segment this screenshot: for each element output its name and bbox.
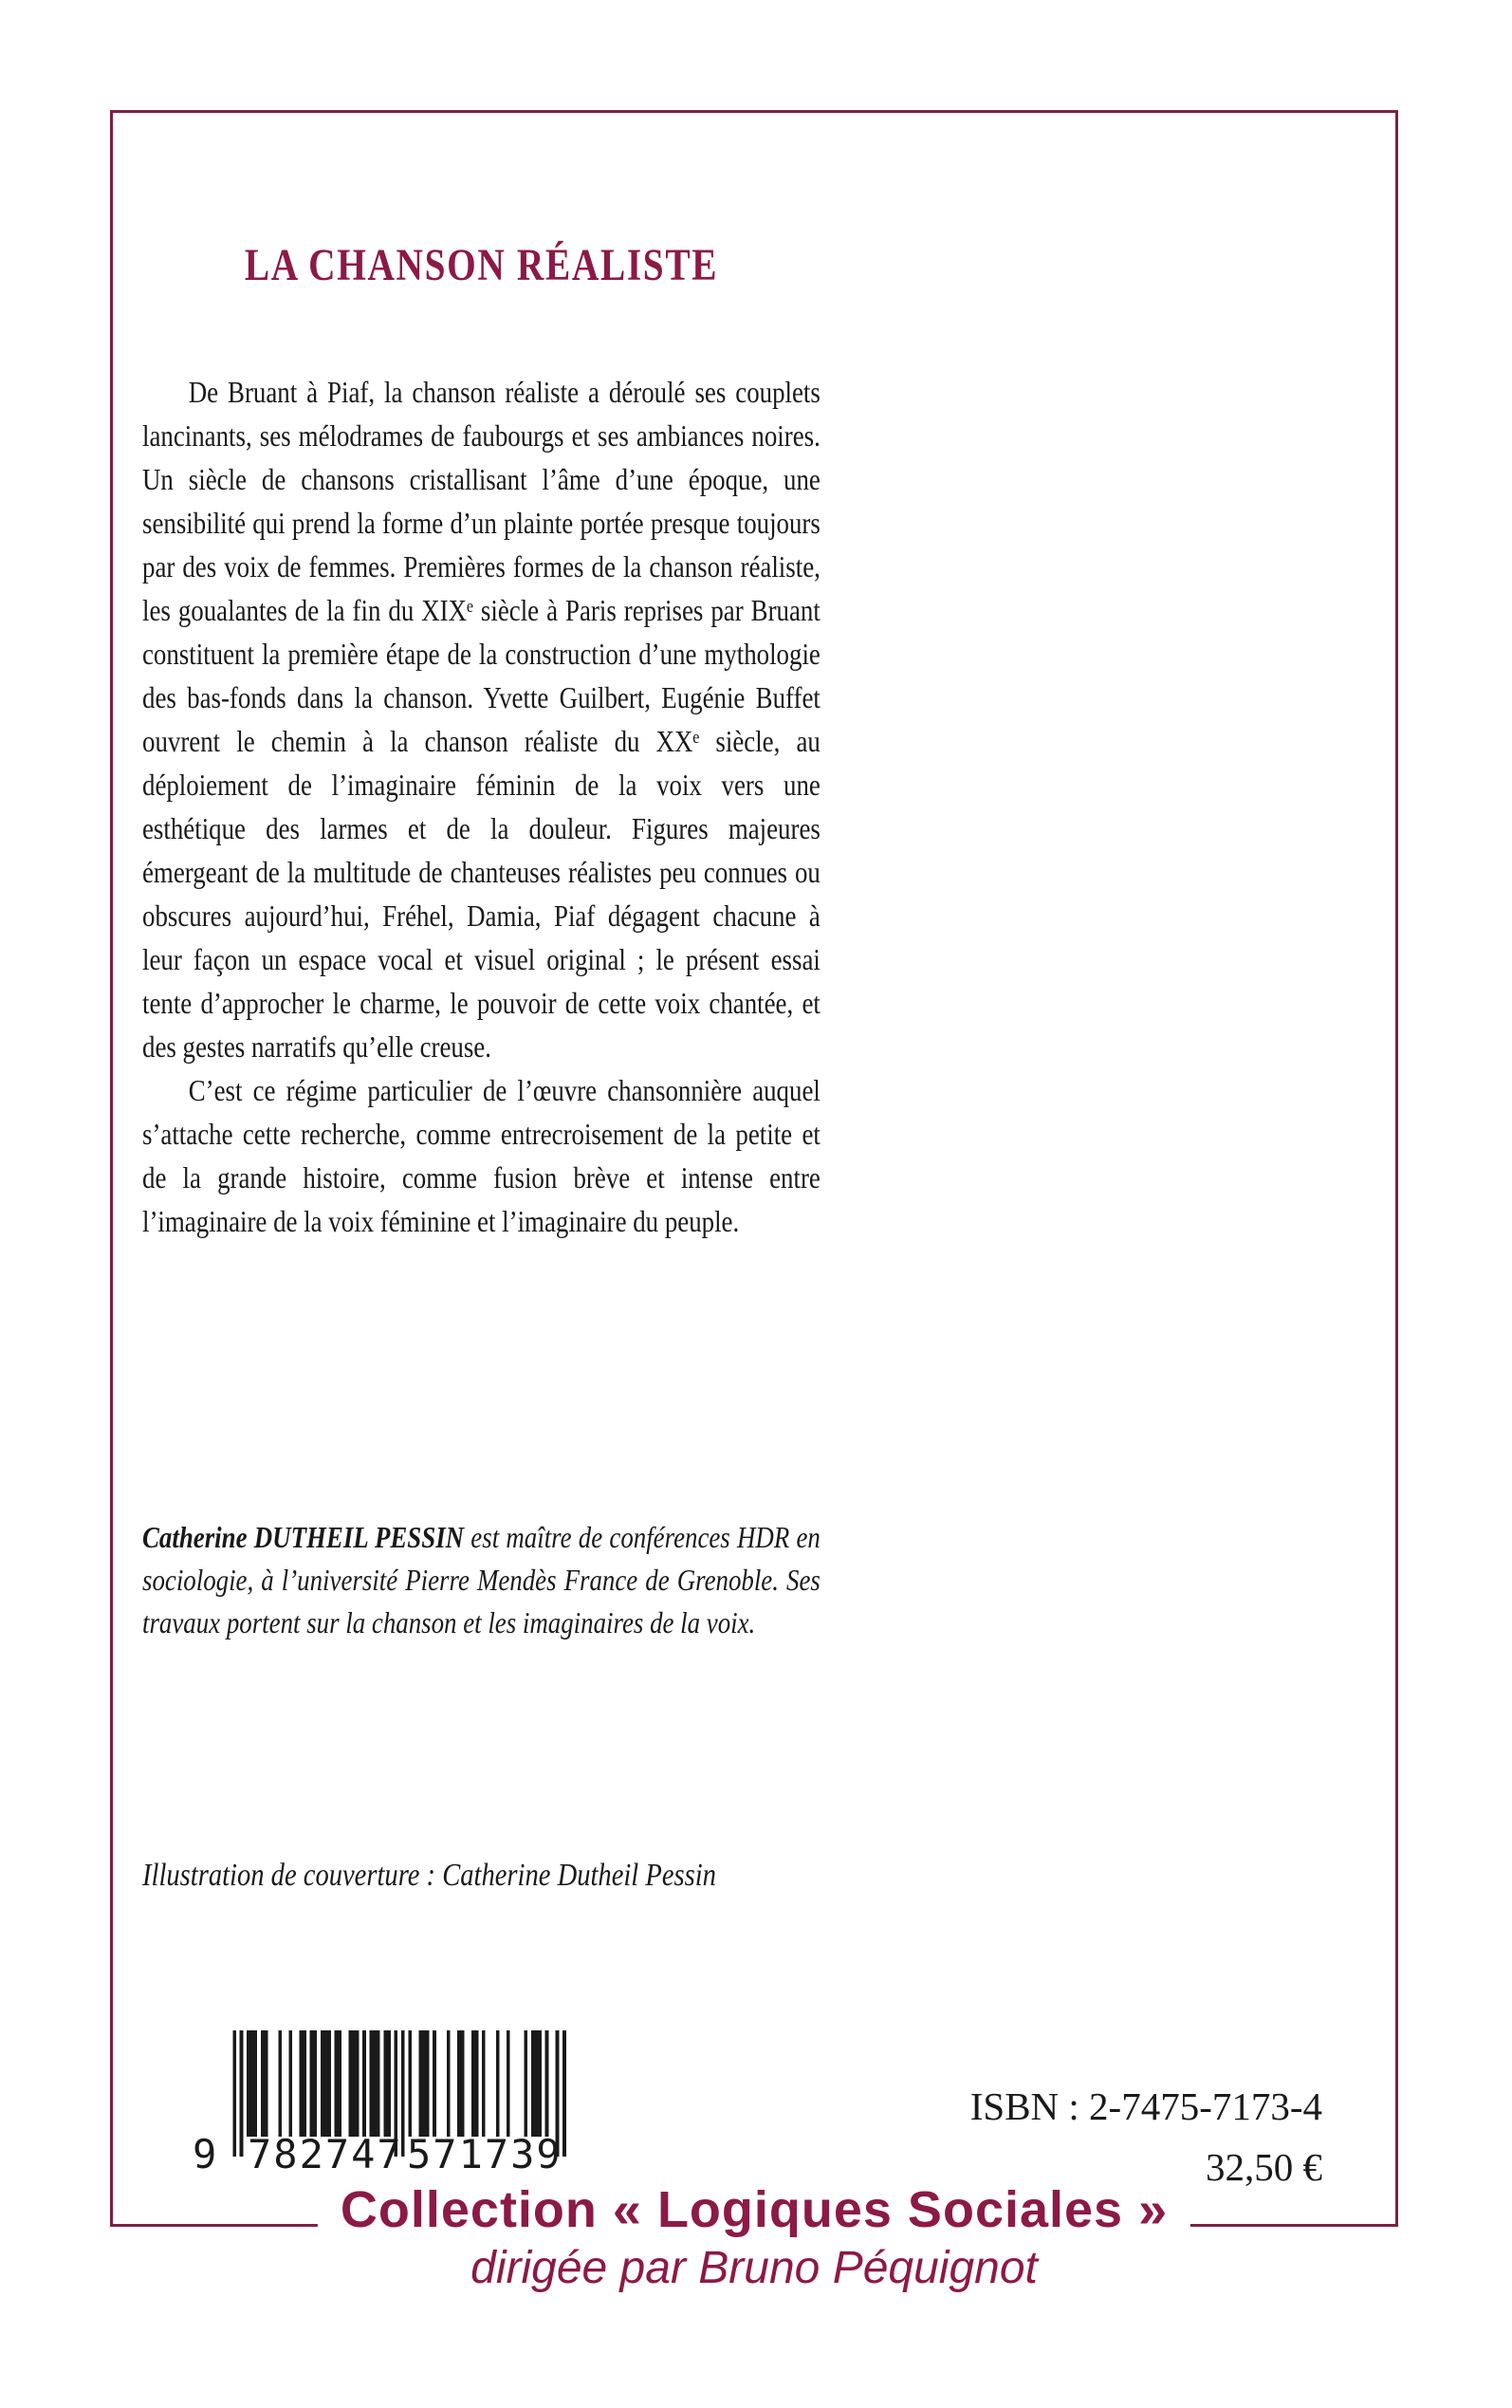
isbn-text: ISBN : 2-7475-7173-4 xyxy=(969,2084,1322,2128)
barcode-digits-left: 782747 xyxy=(248,2131,403,2177)
author-bio-text: est maître de conférences HDR en sociologie, à l’université Pierre Mendès France de Grenoble. Ses travaux portent sur la chanson et les imaginaires de la voix. xyxy=(142,1520,821,1639)
book-title: LA CHANSON RÉALISTE xyxy=(244,240,719,290)
collection-director: dirigée par Bruno Péquignot xyxy=(453,2242,1055,2294)
synopsis-paragraph: C’est ce régime particulier de l’œuvre chansonnière auquel s’attache cette recherche, comme entrecroisement de la petite et de la grande histoire, comme fusion brève et intense entre l’imaginaire de la voix féminine et l’imaginaire du peuple. xyxy=(142,1073,821,1238)
barcode-digit-first: 9 xyxy=(193,2131,219,2177)
author-bio-paragraph xyxy=(142,1516,821,1644)
synopsis xyxy=(142,370,821,1243)
barcode-digits-right: 571739 xyxy=(407,2131,562,2177)
isbn-price-block xyxy=(970,2084,1322,2190)
price-text: 32,50 € xyxy=(1206,2145,1322,2189)
barcode xyxy=(193,2030,591,2192)
author-name: Catherine DUTHEIL PESSIN xyxy=(142,1520,465,1554)
illustration-credit: Illustration de couverture : Catherine Dutheil Pessin xyxy=(142,1858,716,1893)
author-bio xyxy=(142,1516,821,1644)
synopsis-paragraph: De Bruant à Piaf, la chanson réaliste a déroulé ses couplets lancinants, ses mélodrames de faubourgs et ses ambiances noires. Un siècle de chansons cristallisant l’âme d’une époque, une sensibilité qui prend la forme d’un plainte portée presque toujours par des voix de femmes. Premières formes de la chanson réaliste, les goualantes de la fin du XIXᵉ siècle à Paris reprises par Bruant constituent la première étape de la construction d’une mythologie des bas-fonds dans la chanson. Yvette Guilbert, Eugénie Buffet ouvrent le chemin à la chanson réaliste du XXᵉ siècle, au déploiement de l’imaginaire féminin de la voix vers une esthétique des larmes et de la douleur. Figures majeures émergeant de la multitude de chanteuses réalistes peu connues ou obscures aujourd’hui, Fréhel, Damia, Piaf dégagent chacune à leur façon un espace vocal et visuel original ; le présent essai tente d’approcher le charme, le pouvoir de cette voix chantée, et des gestes narratifs qu’elle creuse. xyxy=(142,375,821,1064)
collection-title: Collection « Logiques Sociales » xyxy=(318,2180,1190,2239)
